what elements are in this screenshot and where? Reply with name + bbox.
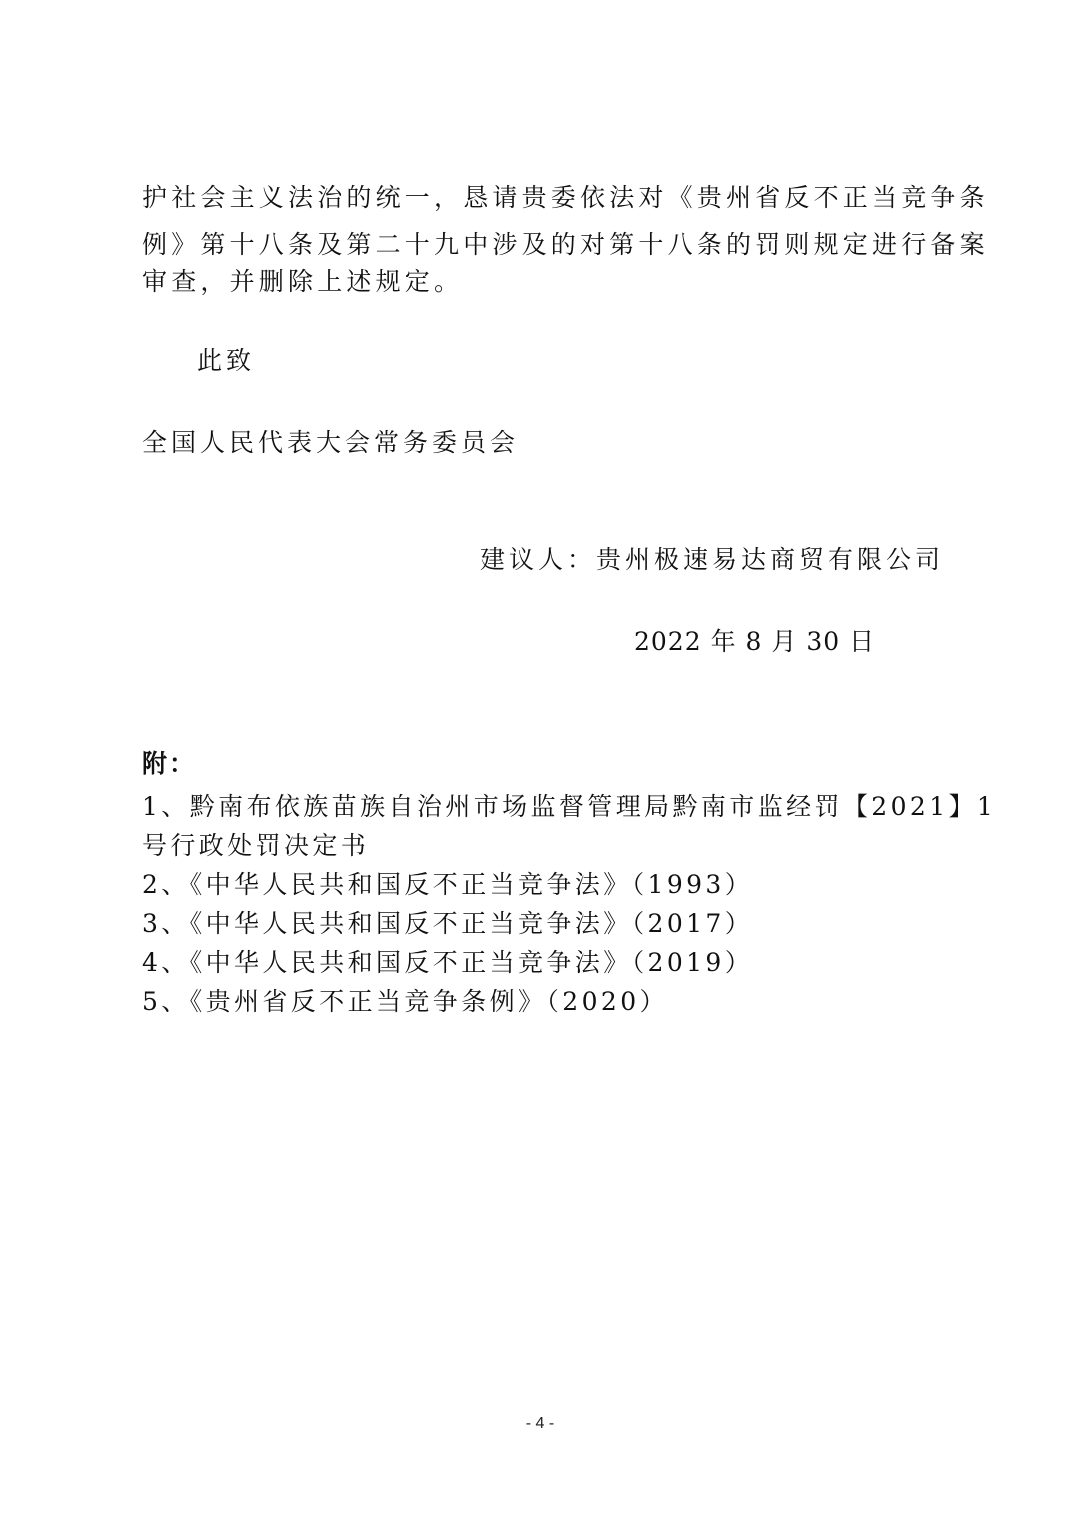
attachment-item: [142, 982, 948, 1021]
attachment-item-line: 号行政处罚决定书: [142, 831, 370, 860]
body-paragraph-line-3: 审查，并删除上述规定。: [142, 267, 464, 296]
attachment-item: [142, 904, 948, 943]
attachment-item-line: 5、《贵州省反不正当竞争条例》（2020）: [142, 987, 668, 1016]
attachment-item-line: 3、《中华人民共和国反不正当竞争法》（2017）: [142, 909, 754, 938]
attachments-heading: 附：: [142, 749, 197, 778]
attachment-item-line: 1、黔南布依族苗族自治州市场监督管理局黔南市监经罚【2021】1: [142, 792, 997, 821]
body-paragraph-line-2: 例》第十八条及第二十九中涉及的对第十八条的罚则规定进行备案: [142, 230, 989, 259]
attachment-item: [142, 943, 948, 982]
attachment-item-line: 2、《中华人民共和国反不正当竞争法》（1993）: [142, 870, 754, 899]
attachments-list: [142, 787, 997, 1021]
attachment-item: [142, 787, 997, 865]
addressee: 全国人民代表大会常务委员会: [142, 428, 520, 457]
signing-date: 2022 年 8 月 30 日: [634, 627, 876, 656]
salutation: 此致: [197, 346, 256, 375]
page-number: - 4 -: [525, 1415, 555, 1432]
signer-line: 建议人：贵州极速易达商贸有限公司: [479, 545, 944, 574]
attachment-item-line: 4、《中华人民共和国反不正当竞争法》（2019）: [142, 948, 754, 977]
attachment-item: [142, 865, 948, 904]
body-paragraph-line-1: 护社会主义法治的统一，恳请贵委依法对《贵州省反不正当竞争条: [142, 183, 989, 212]
